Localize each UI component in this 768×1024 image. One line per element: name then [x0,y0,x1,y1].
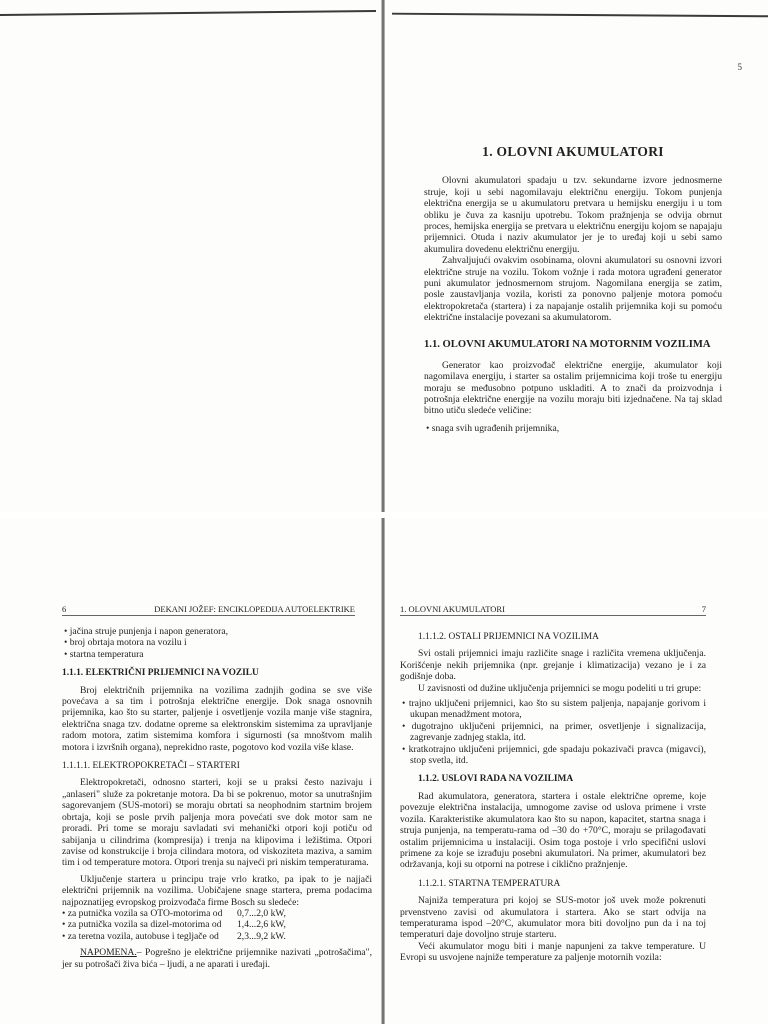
paragraph: Elektropokretači, odnosno starteri, koji se u praksi često nazivaju i „anlaseri" služe za pokretanje motora. Da bi se pokrenuo, motor sa unutrašnjim sagorevanjem (SUS-motori) se moraju obrtati sa neophodnim startnim brojem obrtaja, koji se posle prvih paljenja mora povećati sve dok motor sam ne proradi. Pri tome se moraju savladati svi mehanički otpori koji potiču od sabijanja u cilindrima (kompresija) i trenja na klipovima i ležištima. Otpori zavise od konstrukcije i broja cilindara motora, od viskoziteta maziva, a samim tim i od temperature motora. Otpori trenja su najveći pri niskim temperaturama. [62,777,372,869]
note-label: NAPOMENA. [80,947,137,959]
bottom-spread [0,512,768,1024]
running-head [62,604,355,616]
subsection-heading: 1.1.1.2. OSTALI PRIJEMNICI NA VOZILIMA [418,632,599,642]
section-heading: 1.1. OLOVNI AKUMULATORI NA MOTORNIM VOZILIMA [424,338,711,350]
page-7 [386,518,768,1024]
page-6-text [62,626,372,970]
list-item: • jačina struje punjenja i napon generatora, [62,626,372,637]
page-5 [386,0,768,512]
starter-power-list [62,908,372,942]
page-7-text [400,632,706,964]
running-head-title: ENCIKLOPEDIJA AUTOELEKTRIKE [217,604,355,614]
list-item: • trajno uključeni prijemnici, kao što su sistem paljenja, napajanje gorivom i ukupan menadžment motora, [400,698,706,721]
page-5-text [424,146,722,434]
list-item: • dugotrajno uključeni prijemnici, na primer, osvetljenje i signalizacija, zagrevanje zadnjeg stakla, itd. [400,721,706,744]
running-head-title: 1. OLOVNI AKUMULATORI [400,604,505,614]
paragraph: Veći akumulator mogu biti i manje napunjeni za takve temperature. U Evropi su usvojene najniže temperature za paljenje motornih vozila: [400,940,706,964]
book-gutter [381,0,385,512]
paragraph: Rad akumulatora, generatora, startera i ostale električne opreme, koje povezuje električna instalacija, umnogome zavise od uslova primene i vrste vozila. Karakteristike akumulatora kao što su napon, kapacitet, startna snaga i struja punjenja, na temperatu-rama od –30 do +70°C, moraju se prilagođavati ostalim prijemnicima u instalaciji. Osim toga postoje i vrlo specifični uslovi primene za koje se izrađuju posebni akumulatori. Na primer, akumulatori bez održavanja, koji su otporni na potrese i ciklično pražnjenje. [400,790,706,871]
paragraph: Broj električnih prijemnika na vozilima zadnjih godina se sve više povećava a sa tim i potrošnja električne energije. Dok snaga osnovnih prijemnika, kao što su starter, paljenje i osvetljenje vozila manje više stagnira, električna snaga tzv. dodatne opreme sa elektronskim sistemima za upravljanje radom motora, zatim sistemima komfora i sigurnosti (sa mnoštvom malih motora i izvršnih organa), neprekidno raste, pogotovo kod vozila više klase. [62,684,372,753]
page-number: 6 [62,604,67,614]
subsection-heading: 1.1.1.1. ELEKTROPOKRETAČI – STARTERI [62,761,240,772]
note [62,947,372,970]
power-row: • za putnička vozila sa dizel-motorima od 1,4...2,6 kW, [62,919,286,931]
page-number: 7 [701,604,706,614]
page-6 [0,518,381,1024]
paragraph: Uključenje startera u principu traje vrlo kratko, pa ipak to je najjači električni prijemnik na vozilima. Uobičajene snage startera, prema podacima najpoznatijeg evropskog proizvođača firme Bosch su sledeće: [62,873,372,908]
running-head-author: DEKANI JOŽEF: [154,604,216,614]
list-item: • broj obrtaja motora na vozilu i [62,637,372,648]
power-row: • za putnička vozila sa OTO-motorima od 0,7...2,0 kW, [62,907,286,919]
paragraph: Svi ostali prijemnici imaju različite snage i različita vremena uključenja. Korišćenje nekih prijemnika (npr. grejanje i klimatizacija) vezano je i za godišnje doba. [400,648,706,683]
list-item: • kratkotrajno uključeni prijemnici, gde spadaju pokazivači pravca (migavci), stop svetla, itd. [400,744,706,767]
paragraph: Najniža temperatura pri kojoj se SUS-motor još uvek može pokrenuti prvenstveno zavisi od akumulatora i startera. Ako se start odvija na temperaturama ispod –20°C, akumulator mora biti dovoljno pun da i na toj temperaturi daje dovoljno struje starteru. [400,895,706,941]
paragraph: Olovni akumulatori spadaju u tzv. sekundarne izvore jednosmerne struje, koji u sebi nagomilavaju električnu energiju. Tokom punjenja električna energija se u akumulatoru pretvara u hemijsku energiju i u tom obliku je čuva za kasniju upotrebu. Tokom pražnjenja se odvija obrnut proces, hemijska energija se pretvara u električnu energiju kojom se napajaju prijemnici. Otuda i naziv akumulator jer je to uređaj koji u sebi samo akumulira dovedenu električnu energiju. [424,175,722,255]
subsection-heading: 1.1.1. ELEKTRIČNI PRIJEMNICI NA VOZILU [62,668,259,679]
chapter-title: 1. OLOVNI AKUMULATORI [482,144,664,159]
paragraph: U zavisnosti od dužine uključenja prijemnici se mogu podeliti u tri grupe: [418,682,702,694]
power-row: • za teretna vozila, autobuse i tegljače od 2,3...9,2 kW. [62,930,286,942]
paragraph: Generator kao proizvođač električne energije, akumulator koji nagomilava energiju, i starter sa ostalim prijemnicima koji troše tu energiju moraju se međusobno potpuno uskladiti. A to znači da proizvodnja i potrošnja električne energije na vozilu moraju biti izjednačene. Na taj sklad bitno utiču sledeće veličine: [424,359,722,417]
note-text: – Pogrešno je električne prijemnike nazivati „potrošačima", jer su potrošači živa bića – ljudi, a ne aparati i uređaji. [62,947,372,970]
list-item: • snaga svih ugrađenih prijemnika, [424,423,722,434]
list-item: • startna temperatura [62,649,372,660]
paragraph: Zahvaljujući ovakvim osobinama, olovni akumulatori su osnovni izvori električne struje na vozilu. Tokom vožnje i rada motora ugrađeni generator puni akumulator jednosmernom strujom. Nagomilana energija se zatim, posle zaustavljanja vozila, koristi za ponovno paljenje motora pomoću elektropokretača (startera) i za napajanje ostalih prijemnika koji su pomoću električne instalacije povezani sa akumulatorom. [424,255,722,324]
subsection-heading: 1.1.2.1. STARTNA TEMPERATURA [418,878,561,889]
blank-page [0,0,381,512]
book-gutter [381,518,385,1024]
page-number: 5 [737,62,742,72]
running-head [400,604,706,616]
subsection-heading: 1.1.2. USLOVI RADA NA VOZILIMA [418,774,574,785]
